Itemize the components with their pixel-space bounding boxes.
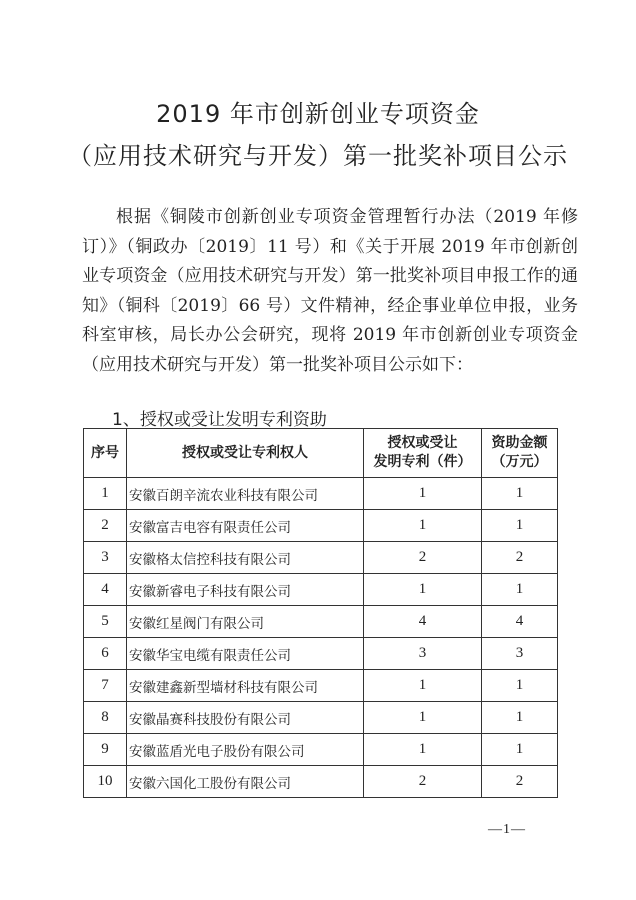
table-row <box>84 734 558 766</box>
row-funding-cell: 4 <box>482 606 558 638</box>
row-funding-cell: 3 <box>482 638 558 670</box>
table-row <box>84 766 558 798</box>
row-patents-cell: 1 <box>364 510 482 542</box>
row-patents-cell: 1 <box>364 574 482 606</box>
header-funding <box>482 429 558 478</box>
patent-grants-table <box>83 428 558 798</box>
document-title-line-2: （应用技术研究与开发）第一批奖补项目公示 <box>68 142 568 170</box>
row-holder-cell: 安徽六国化工股份有限公司 <box>127 766 364 798</box>
table-row <box>84 478 558 510</box>
row-funding-cell: 1 <box>482 574 558 606</box>
section-heading: 1、授权或受让发明专利资助 <box>112 410 327 430</box>
header-patents-label: 授权或受让 发明专利（件） <box>373 435 472 470</box>
document-title-line-1: 2019 年市创新创业专项资金 <box>156 100 480 128</box>
page-number: —1— <box>488 822 526 837</box>
intro-paragraph: 根据《铜陵市创新创业专项资金管理暂行办法（2019 年修订）》（铜政办〔2019〕11 号）和《关于开展 2019 年市创新创业专项资金（应用技术研究与开发）第一批奖补项目申报工作的通知》（铜科〔2019〕66 号）文件精神，经企事业单位申报，业务科室审核，局长办公会研究，现将 2019 年市创新创业专项资金（应用技术研究与开发）第一批奖补项目公示如下： <box>82 207 578 375</box>
row-patents-cell: 2 <box>364 766 482 798</box>
row-funding-cell: 1 <box>482 670 558 702</box>
row-index-cell: 2 <box>84 510 127 542</box>
row-holder-cell: 安徽百朗辛流农业科技有限公司 <box>127 478 364 510</box>
row-index-cell: 3 <box>84 542 127 574</box>
row-patents-cell: 1 <box>364 478 482 510</box>
row-index-cell: 6 <box>84 638 127 670</box>
table-row <box>84 574 558 606</box>
row-patents-cell: 4 <box>364 606 482 638</box>
row-funding-cell: 1 <box>482 478 558 510</box>
row-patents-cell: 1 <box>364 670 482 702</box>
row-index-cell: 5 <box>84 606 127 638</box>
row-index-cell: 9 <box>84 734 127 766</box>
row-index-cell: 1 <box>84 478 127 510</box>
table-row <box>84 702 558 734</box>
row-funding-cell: 1 <box>482 702 558 734</box>
row-holder-cell: 安徽华宝电缆有限责任公司 <box>127 638 364 670</box>
row-index-cell: 7 <box>84 670 127 702</box>
row-holder-cell: 安徽建鑫新型墙材科技有限公司 <box>127 670 364 702</box>
table-header-row <box>84 429 558 478</box>
row-funding-cell: 1 <box>482 510 558 542</box>
header-holder: 授权或受让专利权人 <box>127 429 364 478</box>
row-patents-cell: 1 <box>364 734 482 766</box>
table-row <box>84 510 558 542</box>
row-funding-cell: 1 <box>482 734 558 766</box>
row-funding-cell: 2 <box>482 766 558 798</box>
header-index: 序号 <box>84 429 127 478</box>
row-holder-cell: 安徽富吉电容有限责任公司 <box>127 510 364 542</box>
table-row <box>84 606 558 638</box>
row-holder-cell: 安徽新睿电子科技有限公司 <box>127 574 364 606</box>
row-index-cell: 4 <box>84 574 127 606</box>
row-patents-cell: 3 <box>364 638 482 670</box>
row-holder-cell: 安徽格太信控科技有限公司 <box>127 542 364 574</box>
table-row <box>84 542 558 574</box>
table-row <box>84 670 558 702</box>
row-patents-cell: 1 <box>364 702 482 734</box>
table-row <box>84 638 558 670</box>
row-funding-cell: 2 <box>482 542 558 574</box>
header-patents <box>364 429 482 478</box>
row-holder-cell: 安徽红星阀门有限公司 <box>127 606 364 638</box>
row-holder-cell: 安徽晶赛科技股份有限公司 <box>127 702 364 734</box>
row-index-cell: 10 <box>84 766 127 798</box>
row-index-cell: 8 <box>84 702 127 734</box>
row-patents-cell: 2 <box>364 542 482 574</box>
row-holder-cell: 安徽蓝盾光电子股份有限公司 <box>127 734 364 766</box>
header-funding-label: 资助金额 （万元） <box>491 435 548 470</box>
